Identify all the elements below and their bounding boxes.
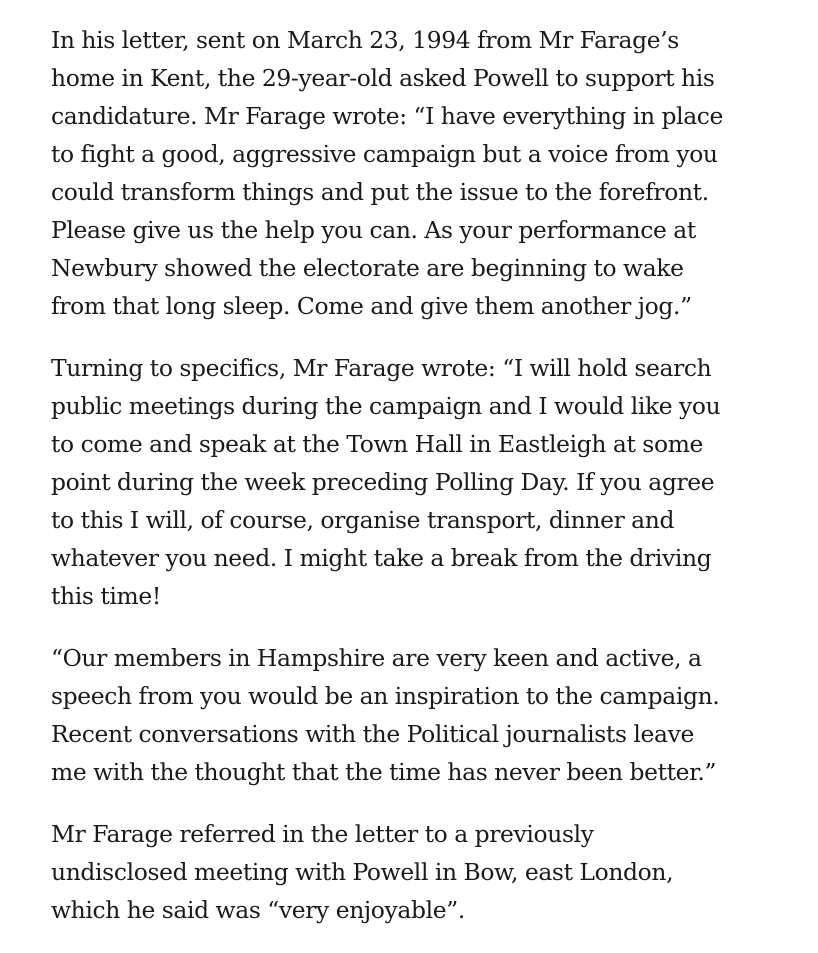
text-line: undisclosed meeting with Powell in Bow, east London,	[51, 858, 674, 886]
text-line: Recent conversations with the Political journalists leave	[51, 720, 694, 748]
text-line: me with the thought that the time has never been better.”	[51, 758, 717, 786]
article-paragraph-2	[51, 349, 751, 615]
text-line: “Our members in Hampshire are very keen and active, a	[51, 644, 702, 672]
article-paragraph-3	[51, 639, 751, 791]
text-line: Please give us the help you can. As your performance at	[51, 216, 696, 244]
text-line: which he said was “very enjoyable”.	[51, 896, 465, 924]
text-line: In his letter, sent on March 23, 1994 from Mr Farage’s	[51, 26, 679, 54]
text-line: this time!	[51, 582, 161, 610]
text-line: speech from you would be an inspiration to the campaign.	[51, 682, 720, 710]
text-line: home in Kent, the 29-year-old asked Powell to support his	[51, 64, 715, 92]
text-line: point during the week preceding Polling Day. If you agree	[51, 468, 715, 496]
text-line: from that long sleep. Come and give them another jog.”	[51, 292, 692, 320]
text-line: Turning to specifics, Mr Farage wrote: “I will hold search	[51, 354, 712, 382]
article-body	[51, 21, 751, 953]
text-line: whatever you need. I might take a break from the driving	[51, 544, 712, 572]
text-line: public meetings during the campaign and I would like you	[51, 392, 721, 420]
article-paragraph-4	[51, 815, 751, 929]
text-line: candidature. Mr Farage wrote: “I have everything in place	[51, 102, 724, 130]
text-line: to fight a good, aggressive campaign but a voice from you	[51, 140, 718, 168]
article-paragraph-1	[51, 21, 751, 325]
text-line: to come and speak at the Town Hall in Eastleigh at some	[51, 430, 704, 458]
text-line: to this I will, of course, organise transport, dinner and	[51, 506, 675, 534]
text-line: Mr Farage referred in the letter to a previously	[51, 820, 594, 848]
text-line: Newbury showed the electorate are beginning to wake	[51, 254, 684, 282]
text-line: could transform things and put the issue to the forefront.	[51, 178, 709, 206]
